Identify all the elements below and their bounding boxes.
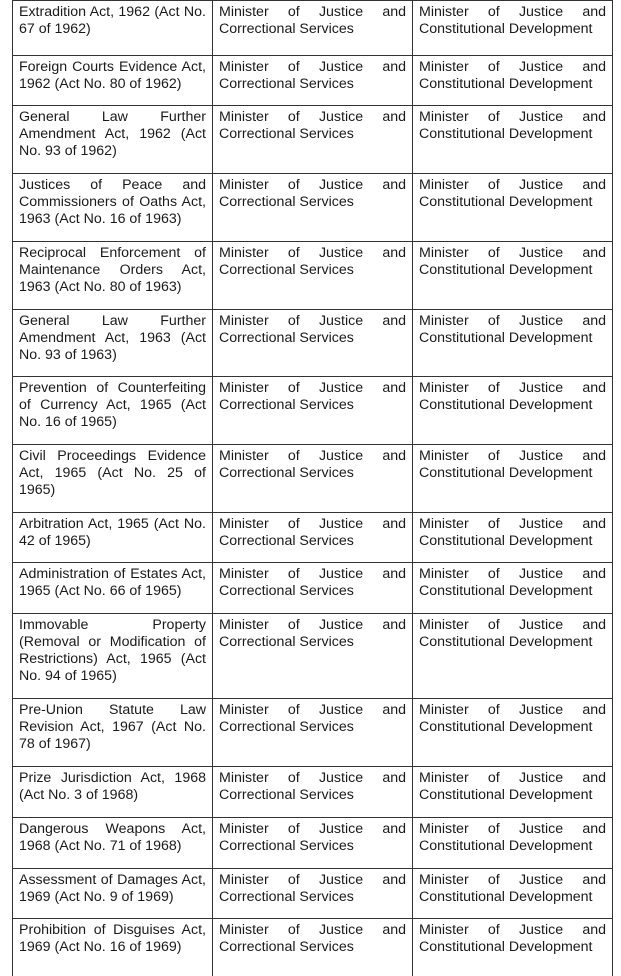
act-cell: Pre-Union Statute Law Revision Act, 1967 (Act No. 78 of 1967)	[13, 699, 213, 766]
table-row	[12, 766, 613, 817]
previously-cell: Minister of Justice and Constitutional Development	[419, 448, 606, 481]
act-cell: Civil Proceedings Evidence Act, 1965 (Act No. 25 of 1965)	[13, 445, 213, 512]
administered-by-cell: Minister of Justice and Correctional Services	[213, 445, 413, 512]
previously-cell: Minister of Justice and Constitutional Development	[419, 516, 606, 549]
table-row	[12, 444, 613, 512]
act-cell: Immovable Property (Removal or Modification of Restrictions) Act, 1965 (Act No. 94 of 1965)	[13, 614, 213, 698]
previously-cell: Minister of Justice and Constitutional Development	[419, 770, 606, 803]
table-row	[12, 173, 613, 241]
table-row	[12, 918, 613, 976]
act-cell: Foreign Courts Evidence Act, 1962 (Act No. 80 of 1962)	[13, 56, 213, 105]
previously-cell: Minister of Justice and Constitutional Development	[419, 872, 606, 905]
administered-by-cell: Minister of Justice and Correctional Services	[213, 1, 413, 55]
act-cell: Dangerous Weapons Act, 1968 (Act No. 71 of 1968)	[13, 818, 213, 868]
act-cell: Prevention of Counterfeiting of Currency Act, 1965 (Act No. 16 of 1965)	[13, 377, 213, 444]
act-cell: General Law Further Amendment Act, 1963 (Act No. 93 of 1963)	[13, 310, 213, 376]
table-row	[12, 613, 613, 698]
act-cell: Justices of Peace and Commissioners of Oaths Act, 1963 (Act No. 16 of 1963)	[13, 174, 213, 241]
act-cell: Prohibition of Disguises Act, 1969 (Act No. 16 of 1969)	[13, 919, 213, 976]
previously-cell: Minister of Justice and Constitutional Development	[419, 922, 606, 955]
table-row	[12, 241, 613, 309]
administered-by-cell: Minister of Justice and Correctional Services	[213, 174, 413, 241]
administered-by-cell: Minister of Justice and Correctional Services	[213, 869, 413, 918]
act-cell: Arbitration Act, 1965 (Act No. 42 of 1965)	[13, 513, 213, 562]
previously-cell: Minister of Justice and Constitutional Development	[419, 380, 606, 413]
act-cell: Reciprocal Enforcement of Maintenance Orders Act, 1963 (Act No. 80 of 1963)	[13, 242, 213, 309]
table-row	[12, 868, 613, 918]
act-cell: Prize Jurisdiction Act, 1968 (Act No. 3 of 1968)	[13, 767, 213, 817]
table-row	[12, 512, 613, 562]
previously-cell: Minister of Justice and Constitutional Development	[419, 177, 606, 210]
administered-by-cell: Minister of Justice and Correctional Services	[213, 242, 413, 309]
table-row	[12, 698, 613, 766]
administered-by-cell: Minister of Justice and Correctional Services	[213, 699, 413, 766]
table-row	[12, 562, 613, 613]
administered-by-cell: Minister of Justice and Correctional Services	[213, 818, 413, 868]
previously-cell: Minister of Justice and Constitutional Development	[419, 617, 606, 650]
legislation-table	[12, 0, 613, 976]
act-cell: General Law Further Amendment Act, 1962 (Act No. 93 of 1962)	[13, 106, 213, 173]
act-cell: Extradition Act, 1962 (Act No. 67 of 1962)	[13, 1, 213, 55]
table-row	[12, 817, 613, 868]
administered-by-cell: Minister of Justice and Correctional Services	[213, 56, 413, 105]
previously-cell: Minister of Justice and Constitutional Development	[419, 245, 606, 278]
act-cell: Assessment of Damages Act, 1969 (Act No. 9 of 1969)	[13, 869, 213, 918]
table-row	[12, 309, 613, 376]
table-row	[12, 0, 613, 55]
administered-by-cell: Minister of Justice and Correctional Services	[213, 919, 413, 976]
administered-by-cell: Minister of Justice and Correctional Services	[213, 563, 413, 613]
administered-by-cell: Minister of Justice and Correctional Services	[213, 513, 413, 562]
administered-by-cell: Minister of Justice and Correctional Services	[213, 614, 413, 698]
previously-cell: Minister of Justice and Constitutional Development	[419, 313, 606, 346]
administered-by-cell: Minister of Justice and Correctional Services	[213, 310, 413, 376]
administered-by-cell: Minister of Justice and Correctional Services	[213, 106, 413, 173]
administered-by-cell: Minister of Justice and Correctional Services	[213, 767, 413, 817]
table-row	[12, 55, 613, 105]
previously-cell: Minister of Justice and Constitutional Development	[419, 566, 606, 599]
administered-by-cell: Minister of Justice and Correctional Services	[213, 377, 413, 444]
previously-cell: Minister of Justice and Constitutional Development	[419, 109, 606, 142]
table-row	[12, 376, 613, 444]
act-cell: Administration of Estates Act, 1965 (Act No. 66 of 1965)	[13, 563, 213, 613]
previously-cell: Minister of Justice and Constitutional Development	[419, 59, 606, 92]
previously-cell: Minister of Justice and Constitutional Development	[419, 821, 606, 854]
table-row	[12, 105, 613, 173]
previously-cell: Minister of Justice and Constitutional Development	[419, 4, 606, 37]
previously-cell: Minister of Justice and Constitutional Development	[419, 702, 606, 735]
